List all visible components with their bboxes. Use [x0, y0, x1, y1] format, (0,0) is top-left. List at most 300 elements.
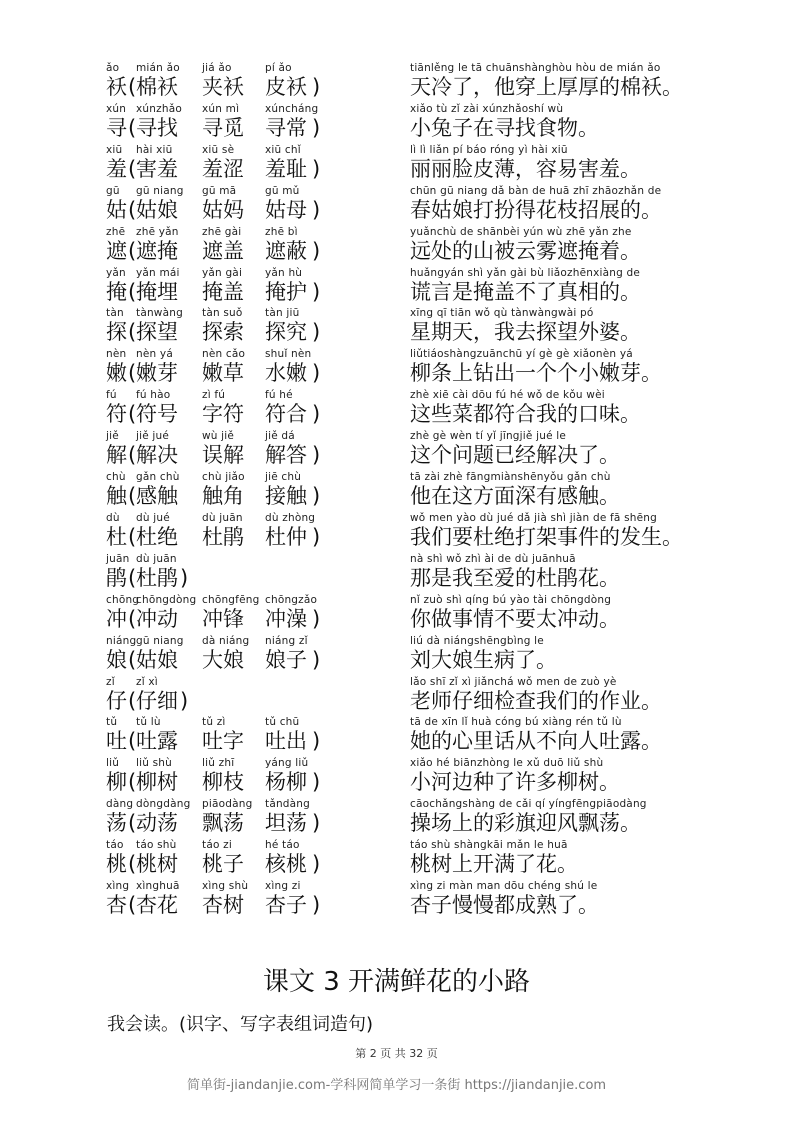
target-character: [106, 226, 127, 264]
close-bracket-pinyin: [312, 62, 320, 74]
compound-word-hanzi: 探望: [136, 320, 178, 344]
open-bracket-hanzi: (: [128, 729, 137, 753]
compound-word-hanzi: 杏花: [136, 893, 178, 917]
target-character-pinyin: gū: [106, 185, 120, 197]
compound-word: [265, 716, 307, 754]
target-character-hanzi: 吐: [106, 729, 127, 753]
close-bracket-pinyin: [312, 144, 320, 156]
compound-word: [136, 144, 178, 182]
close-bracket-hanzi: ): [312, 280, 321, 304]
compound-word-hanzi: 接触: [265, 484, 307, 508]
compound-word: [265, 594, 317, 632]
compound-word-pinyin: jiě jué: [136, 430, 170, 442]
example-sentence-pinyin: liǔtiáoshàngzuānchū yí gè gè xiǎonèn yá: [410, 348, 633, 360]
close-bracket-pinyin: [312, 880, 320, 892]
open-bracket-pinyin: [128, 676, 136, 688]
close-bracket-pinyin: [312, 348, 320, 360]
compound-word-pinyin: tǔ chū: [265, 716, 300, 728]
compound-word-pinyin: gǎn chù: [136, 471, 180, 483]
compound-word-hanzi: 吐字: [202, 729, 244, 753]
open-bracket: [128, 635, 136, 673]
vocab-row: [0, 716, 793, 758]
example-sentence-pinyin: chūn gū niang dǎ bàn de huā zhī zhāozhǎn de: [410, 185, 662, 197]
close-bracket: [312, 226, 320, 264]
compound-word-hanzi: 飘荡: [202, 811, 244, 835]
example-sentence-hanzi: 她的心里话从不向人吐露。: [410, 729, 662, 753]
vocab-row: [0, 880, 793, 922]
compound-word-hanzi: 冲澡: [265, 607, 307, 631]
compound-word-hanzi: 解决: [136, 443, 178, 467]
example-sentence-hanzi: 操场上的彩旗迎风飘荡。: [410, 811, 641, 835]
example-sentence-pinyin: xìng zi màn man dōu chéng shú le: [410, 880, 598, 892]
compound-word-hanzi: 桃子: [202, 852, 244, 876]
close-bracket-pinyin: [312, 430, 320, 442]
example-sentence: [410, 839, 578, 877]
compound-word-pinyin: chōngfēng: [202, 594, 260, 606]
open-bracket-pinyin: [128, 798, 136, 810]
compound-word-pinyin: dù juān: [202, 512, 243, 524]
compound-word-pinyin: yǎn hù: [265, 267, 303, 279]
compound-word: [136, 62, 180, 100]
open-bracket-hanzi: (: [128, 893, 137, 917]
vocab-row: [0, 144, 793, 186]
target-character-pinyin: dù: [106, 512, 120, 524]
compound-word-pinyin: zhē bì: [265, 226, 298, 238]
open-bracket-hanzi: (: [128, 770, 137, 794]
compound-word-pinyin: pí ǎo: [265, 62, 292, 74]
open-bracket-pinyin: [128, 348, 136, 360]
open-bracket-pinyin: [128, 635, 136, 647]
close-bracket: [312, 635, 320, 673]
compound-word-pinyin: dòngdàng: [136, 798, 191, 810]
example-sentence: [410, 389, 641, 427]
open-bracket: [128, 880, 136, 918]
example-sentence-hanzi: 他在这方面深有感触。: [410, 484, 620, 508]
compound-word-pinyin: tǔ lù: [136, 716, 161, 728]
compound-word-hanzi: 寻觅: [202, 116, 244, 140]
open-bracket-pinyin: [128, 144, 136, 156]
example-sentence-hanzi: 我们要杜绝打架事件的发生。: [410, 525, 683, 549]
close-bracket-pinyin: [312, 716, 320, 728]
compound-word-pinyin: xiū sè: [202, 144, 235, 156]
close-bracket-hanzi: ): [312, 852, 321, 876]
close-bracket: [312, 348, 320, 386]
example-sentence-pinyin: táo shù shàngkāi mǎn le huā: [410, 839, 568, 851]
close-bracket-pinyin: [312, 307, 320, 319]
compound-word: [202, 226, 244, 264]
compound-word-pinyin: gū niang: [136, 635, 184, 647]
compound-word-pinyin: nèn cǎo: [202, 348, 246, 360]
open-bracket-hanzi: (: [128, 648, 137, 672]
compound-word-pinyin: jiá ǎo: [202, 62, 232, 74]
lesson-title: 课文 3 开满鲜花的小路: [262, 967, 531, 997]
open-bracket-hanzi: (: [128, 566, 137, 590]
open-bracket-hanzi: (: [128, 525, 137, 549]
open-bracket-pinyin: [128, 716, 136, 728]
compound-word-hanzi: 夹袄: [202, 75, 244, 99]
example-sentence-pinyin: tā zài zhè fāngmiànshēnyǒu gǎn chù: [410, 471, 611, 483]
compound-word-pinyin: xúnzhǎo: [136, 103, 182, 115]
close-bracket: [312, 430, 320, 468]
close-bracket-hanzi: ): [180, 566, 189, 590]
compound-word: [136, 757, 178, 795]
vocab-row: [0, 757, 793, 799]
compound-word-pinyin: xún mì: [202, 103, 240, 115]
open-bracket: [128, 348, 136, 386]
compound-word-pinyin: hé táo: [265, 839, 300, 851]
compound-word: [136, 430, 178, 468]
open-bracket-pinyin: [128, 267, 136, 279]
example-sentence-pinyin: tā de xīn lǐ huà cóng bú xiàng rén tǔ lù: [410, 716, 622, 728]
compound-word: [202, 307, 244, 345]
example-sentence-pinyin: liú dà niángshēngbìng le: [410, 635, 544, 647]
open-bracket-pinyin: [128, 512, 136, 524]
close-bracket: [180, 676, 188, 714]
close-bracket: [312, 144, 320, 182]
compound-word: [265, 512, 315, 550]
example-sentence-hanzi: 小兔子在寻找食物。: [410, 116, 599, 140]
close-bracket-pinyin: [312, 471, 320, 483]
target-character-pinyin: chōng: [106, 594, 140, 606]
target-character: [106, 389, 127, 427]
compound-word-pinyin: gū niang: [136, 185, 184, 197]
close-bracket-pinyin: [312, 512, 320, 524]
compound-word-pinyin: dù zhòng: [265, 512, 316, 524]
target-character-pinyin: juān: [106, 553, 130, 565]
compound-word: [202, 594, 259, 632]
compound-word: [202, 185, 244, 223]
open-bracket-pinyin: [128, 226, 136, 238]
open-bracket-pinyin: [128, 757, 136, 769]
compound-word-hanzi: 掩盖: [202, 280, 244, 304]
compound-word-hanzi: 吐露: [136, 729, 178, 753]
example-sentence-pinyin: lǎo shī zǐ xì jiǎnchá wǒ men de zuò yè: [410, 676, 617, 688]
vocab-row: [0, 348, 793, 390]
compound-word-pinyin: yǎn gài: [202, 267, 243, 279]
target-character-hanzi: 姑: [106, 198, 127, 222]
compound-word-pinyin: liǔ zhī: [202, 757, 235, 769]
compound-word-pinyin: zì fú: [202, 389, 226, 401]
target-character: [106, 716, 127, 754]
close-bracket: [312, 62, 320, 100]
open-bracket: [128, 185, 136, 223]
compound-word: [202, 267, 244, 305]
compound-word-hanzi: 害羞: [136, 157, 178, 181]
close-bracket: [312, 757, 320, 795]
compound-word-pinyin: tǎndàng: [265, 798, 311, 810]
compound-word-pinyin: niáng zǐ: [265, 635, 308, 647]
close-bracket-hanzi: ): [312, 361, 321, 385]
compound-word-hanzi: 杏子: [265, 893, 307, 917]
compound-word-pinyin: xiū chǐ: [265, 144, 301, 156]
compound-word: [136, 389, 178, 427]
target-character-pinyin: tǔ: [106, 716, 118, 728]
compound-word: [202, 757, 244, 795]
example-sentence: [410, 348, 662, 386]
target-character-pinyin: xìng: [106, 880, 130, 892]
compound-word-pinyin: xìng shù: [202, 880, 249, 892]
vocab-row: [0, 185, 793, 227]
compound-word-hanzi: 姑娘: [136, 198, 178, 222]
example-sentence-pinyin: xīng qī tiān wǒ qù tànwàngwài pó: [410, 307, 594, 319]
compound-word-pinyin: táo zi: [202, 839, 232, 851]
target-character-pinyin: nèn: [106, 348, 127, 360]
compound-word: [136, 267, 180, 305]
open-bracket-hanzi: (: [128, 320, 137, 344]
open-bracket-hanzi: (: [128, 157, 137, 181]
target-character-hanzi: 冲: [106, 607, 127, 631]
example-sentence-pinyin: nà shì wǒ zhì ài de dù juānhuā: [410, 553, 576, 565]
compound-word-pinyin: mián ǎo: [136, 62, 180, 74]
open-bracket: [128, 144, 136, 182]
compound-word: [136, 185, 184, 223]
example-sentence-hanzi: 老师仔细检查我们的作业。: [410, 689, 662, 713]
close-bracket-pinyin: [312, 839, 320, 851]
compound-word-pinyin: nèn yá: [136, 348, 173, 360]
vocab-row: [0, 226, 793, 268]
target-character-hanzi: 杏: [106, 893, 127, 917]
vocab-row: [0, 307, 793, 349]
open-bracket: [128, 471, 136, 509]
target-character-pinyin: fú: [106, 389, 117, 401]
compound-word-pinyin: yǎn mái: [136, 267, 180, 279]
compound-word: [136, 103, 182, 141]
open-bracket-pinyin: [128, 880, 136, 892]
compound-word-pinyin: tàn suǒ: [202, 307, 243, 319]
target-character-pinyin: zhē: [106, 226, 126, 238]
vocab-row: [0, 839, 793, 881]
compound-word-pinyin: hài xiū: [136, 144, 173, 156]
open-bracket: [128, 757, 136, 795]
target-character-hanzi: 符: [106, 402, 127, 426]
target-character: [106, 839, 127, 877]
close-bracket-hanzi: ): [312, 648, 321, 672]
compound-word-hanzi: 棉袄: [136, 75, 178, 99]
target-character-pinyin: yǎn: [106, 267, 126, 279]
compound-word: [265, 348, 311, 386]
compound-word: [265, 839, 307, 877]
open-bracket-hanzi: (: [128, 198, 137, 222]
open-bracket: [128, 103, 136, 141]
close-bracket-pinyin: [180, 676, 188, 688]
vocab-row: [0, 389, 793, 431]
open-bracket: [128, 267, 136, 305]
vocab-row: [0, 267, 793, 309]
compound-word-pinyin: tànwàng: [136, 307, 183, 319]
compound-word: [202, 62, 244, 100]
close-bracket-pinyin: [312, 798, 320, 810]
compound-word-pinyin: gū mǔ: [265, 185, 300, 197]
open-bracket-pinyin: [128, 839, 136, 851]
open-bracket-pinyin: [128, 553, 136, 565]
example-sentence-hanzi: 远处的山被云雾遮掩着。: [410, 239, 641, 263]
compound-word: [265, 798, 310, 836]
close-bracket: [312, 307, 320, 345]
compound-word: [202, 635, 249, 673]
compound-word: [265, 635, 308, 673]
compound-word: [202, 471, 245, 509]
compound-word-hanzi: 遮蔽: [265, 239, 307, 263]
example-sentence: [410, 144, 641, 182]
open-bracket-hanzi: (: [128, 75, 137, 99]
close-bracket-hanzi: ): [312, 320, 321, 344]
compound-word-hanzi: 大娘: [202, 648, 244, 672]
open-bracket: [128, 553, 136, 591]
open-bracket: [128, 676, 136, 714]
close-bracket: [312, 471, 320, 509]
close-bracket-pinyin: [312, 594, 320, 606]
compound-word: [265, 430, 307, 468]
compound-word-hanzi: 探索: [202, 320, 244, 344]
footer-watermark: 简单街-jiandanjie.com-学科网简单学习一条街 https://jiandanjie.com: [186, 1078, 607, 1093]
example-sentence-pinyin: xiǎo hé biānzhòng le xǔ duō liǔ shù: [410, 757, 604, 769]
target-character-pinyin: liǔ: [106, 757, 120, 769]
target-character-pinyin: xiū: [106, 144, 123, 156]
open-bracket-pinyin: [128, 62, 136, 74]
open-bracket-pinyin: [128, 430, 136, 442]
compound-word: [202, 798, 252, 836]
example-sentence: [410, 757, 620, 795]
compound-word: [202, 348, 245, 386]
vocab-row: [0, 635, 793, 677]
example-sentence-pinyin: huǎngyán shì yǎn gài bù liǎozhēnxiàng de: [410, 267, 641, 279]
compound-word-hanzi: 杜鹃: [202, 525, 244, 549]
vocab-row: [0, 430, 793, 472]
close-bracket-hanzi: ): [312, 607, 321, 631]
close-bracket: [312, 798, 320, 836]
compound-word-hanzi: 寻常: [265, 116, 307, 140]
compound-word-hanzi: 寻找: [136, 116, 178, 140]
target-character-hanzi: 仔: [106, 689, 127, 713]
compound-word-hanzi: 杜仲: [265, 525, 307, 549]
open-bracket-pinyin: [128, 307, 136, 319]
compound-word-hanzi: 羞涩: [202, 157, 244, 181]
compound-word-hanzi: 水嫩: [265, 361, 307, 385]
compound-word: [136, 798, 190, 836]
page-number: 第 2 页 共 32 页: [355, 1047, 438, 1060]
example-sentence-pinyin: zhè xiē cài dōu fú hé wǒ de kǒu wèi: [410, 389, 605, 401]
open-bracket-pinyin: [128, 594, 136, 606]
target-character-hanzi: 掩: [106, 280, 127, 304]
example-sentence-hanzi: 柳条上钻出一个个小嫩芽。: [410, 361, 662, 385]
close-bracket-hanzi: ): [312, 75, 321, 99]
close-bracket: [312, 512, 320, 550]
example-sentence-hanzi: 春姑娘打扮得花枝招展的。: [410, 198, 662, 222]
close-bracket: [180, 553, 188, 591]
compound-word-hanzi: 掩护: [265, 280, 307, 304]
example-sentence-hanzi: 天冷了，他穿上厚厚的棉袄。: [410, 75, 683, 99]
example-sentence: [410, 635, 557, 673]
close-bracket-pinyin: [312, 226, 320, 238]
compound-word: [202, 716, 244, 754]
target-character-pinyin: táo: [106, 839, 124, 851]
close-bracket: [312, 267, 320, 305]
example-sentence-pinyin: nǐ zuò shì qíng bú yào tài chōngdòng: [410, 594, 612, 606]
example-sentence-pinyin: zhè gè wèn tí yǐ jīngjiě jué le: [410, 430, 567, 442]
compound-word-hanzi: 冲锋: [202, 607, 244, 631]
example-sentence-hanzi: 这些菜都符合我的口味。: [410, 402, 641, 426]
target-character-hanzi: 触: [106, 484, 127, 508]
target-character-pinyin: xún: [106, 103, 127, 115]
close-bracket-pinyin: [312, 267, 320, 279]
example-sentence: [410, 103, 599, 141]
compound-word: [265, 226, 307, 264]
compound-word-pinyin: táo shù: [136, 839, 177, 851]
compound-word-pinyin: jiě dá: [265, 430, 295, 442]
vocab-row: [0, 471, 793, 513]
compound-word-hanzi: 嫩芽: [136, 361, 178, 385]
vocab-row: [0, 676, 793, 718]
close-bracket-hanzi: ): [312, 770, 321, 794]
example-sentence-hanzi: 这个问题已经解决了。: [410, 443, 620, 467]
compound-word: [202, 839, 244, 877]
close-bracket: [312, 185, 320, 223]
vocab-row: [0, 553, 793, 595]
target-character: [106, 62, 127, 100]
target-character: [106, 307, 127, 345]
compound-word-hanzi: 杨柳: [265, 770, 307, 794]
target-character-hanzi: 娘: [106, 648, 127, 672]
compound-word-pinyin: zhē yǎn: [136, 226, 179, 238]
open-bracket: [128, 389, 136, 427]
close-bracket-hanzi: ): [312, 157, 321, 181]
compound-word: [136, 512, 178, 550]
close-bracket-hanzi: ): [312, 402, 321, 426]
close-bracket-hanzi: ): [312, 239, 321, 263]
compound-word-pinyin: chù jiǎo: [202, 471, 245, 483]
example-sentence-pinyin: wǒ men yào dù jué dǎ jià shì jiàn de fā shēng: [410, 512, 657, 524]
open-bracket-hanzi: (: [128, 402, 137, 426]
target-character-hanzi: 嫩: [106, 361, 127, 385]
close-bracket-pinyin: [180, 553, 188, 565]
example-sentence: [410, 430, 620, 468]
compound-word: [136, 635, 184, 673]
compound-word-hanzi: 遮掩: [136, 239, 178, 263]
compound-word-hanzi: 杏树: [202, 893, 244, 917]
open-bracket: [128, 839, 136, 877]
compound-word-hanzi: 遮盖: [202, 239, 244, 263]
compound-word-pinyin: shuǐ nèn: [265, 348, 312, 360]
target-character: [106, 348, 127, 386]
target-character-hanzi: 桃: [106, 852, 127, 876]
target-character-pinyin: niáng: [106, 635, 137, 647]
example-sentence-pinyin: tiānlěng le tā chuānshànghòu hòu de mián ǎo: [410, 62, 661, 74]
target-character-hanzi: 杜: [106, 525, 127, 549]
target-character-hanzi: 羞: [106, 157, 127, 181]
compound-word-hanzi: 杜绝: [136, 525, 178, 549]
compound-word-hanzi: 误解: [202, 443, 244, 467]
open-bracket: [128, 430, 136, 468]
compound-word-pinyin: zhē gài: [202, 226, 242, 238]
close-bracket: [312, 839, 320, 877]
example-sentence-hanzi: 桃树上开满了花。: [410, 852, 578, 876]
example-sentence-pinyin: xiǎo tù zǐ zài xúnzhǎoshí wù: [410, 103, 564, 115]
target-character-hanzi: 荡: [106, 811, 127, 835]
example-sentence-hanzi: 杏子慢慢都成熟了。: [410, 893, 599, 917]
compound-word-hanzi: 嫩草: [202, 361, 244, 385]
target-character-hanzi: 遮: [106, 239, 127, 263]
close-bracket-hanzi: ): [180, 689, 189, 713]
target-character-pinyin: ǎo: [106, 62, 120, 74]
example-sentence: [410, 594, 620, 632]
compound-word-hanzi: 姑娘: [136, 648, 178, 672]
target-character-hanzi: 袄: [106, 75, 127, 99]
compound-word: [265, 880, 307, 918]
close-bracket: [312, 389, 320, 427]
target-character-hanzi: 解: [106, 443, 127, 467]
example-sentence-hanzi: 小河边种了许多柳树。: [410, 770, 620, 794]
close-bracket: [312, 103, 320, 141]
